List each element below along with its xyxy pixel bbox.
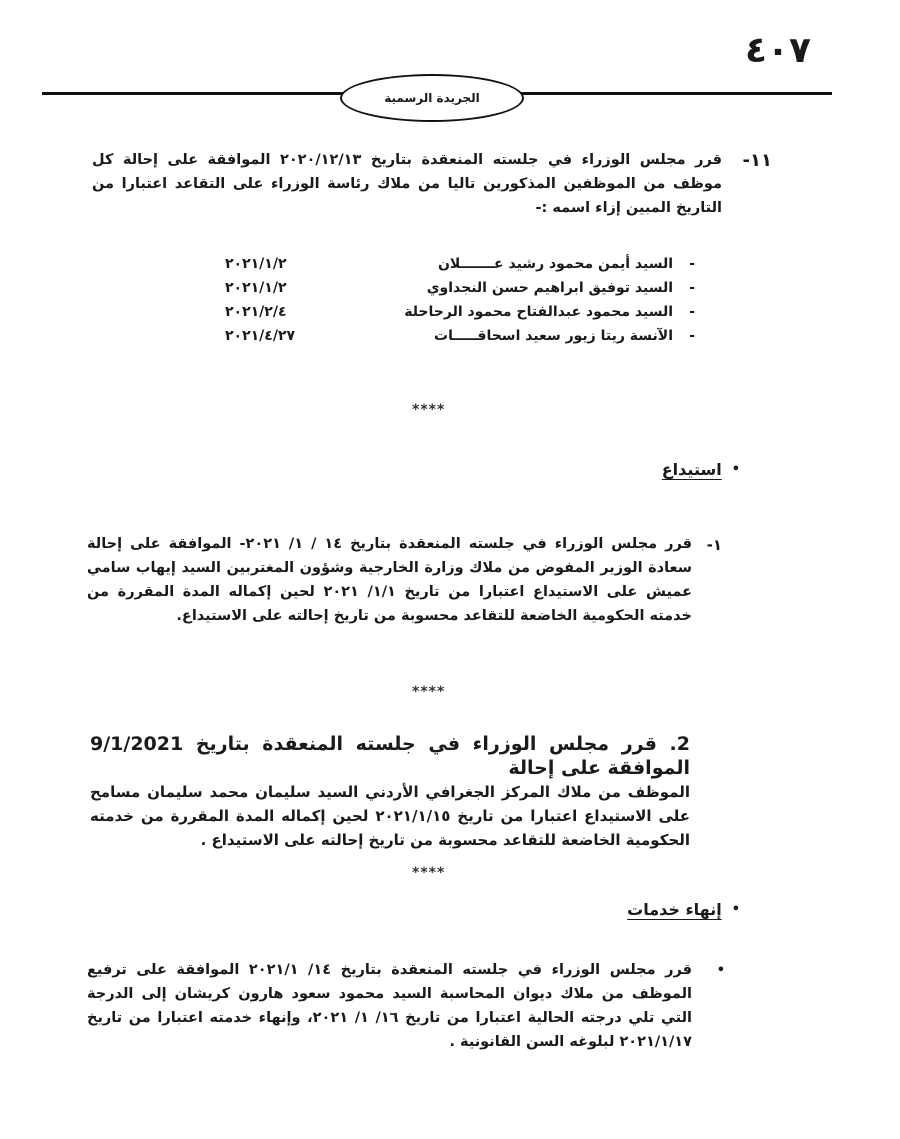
section-heading-termination [627,900,740,919]
retiree-name: السيد محمود عبدالفتاح محمود الرحاحلة [404,304,673,320]
list-dash: - [689,328,695,344]
retiree-name: السيد توفيق ابراهيم حسن النجداوي [426,280,673,296]
retirement-date: ٢٠٢١/٤/٢٧ [225,328,296,344]
section-title: إنهاء خدمات [627,900,722,919]
item-11-text: قرر مجلس الوزراء في جلسته المنعقدة بتاريخ ٢٠٢٠/١٢/١٣ الموافقة على إحالة كل موظف من الموظفين المذكورين تاليا من ملاك رئاسة الوزراء على التقاعد اعتبارا من التاريخ المبين إزاء اسمه :- [92,152,722,216]
retirement-date: ٢٠٢١/١/٢ [225,256,287,272]
retiree-name: الآنسة ريتا زيور سعيد اسحاقـــــات [434,328,673,344]
list-item [225,304,695,328]
recall-item-1-text: قرر مجلس الوزراء في جلسته المنعقدة بتاريخ ١٤ / ١/ ٢٠٢١- الموافقة على إحالة سعادة الوزير المفوض من ملاك وزارة الخارجية وشؤون المغتربين السيد إيهاب سامي عميش على الاستيداع اعتبارا من تاريخ ١/١/ ٢٠٢١ لحين إكماله المدة المقررة من خدمته الحكومية الخاضعة للتقاعد محسوبة من تاريخ إحالته على الاستيداع. [87,536,692,624]
bullet-icon: • [716,963,725,978]
termination-item-text: قرر مجلس الوزراء في جلسته المنعقدة بتاريخ ١٤/ ٢٠٢١/١ الموافقة على ترفيع الموظف من ملاك ديوان المحاسبة السيد محمود سعود هارون كريشان إلى الدرجة التي تلي درجته الحالية اعتبارا من تاريخ ١٦/ ١/ ٢٠٢١، وإنهاء خدمته اعتبارا من تاريخ ٢٠٢١/١/١٧ لبلوغه السن القانونية . [87,962,692,1050]
section-title: استيداع [661,460,722,479]
section-heading-recall [662,460,740,479]
retiree-list [225,256,695,356]
retiree-name: السيد أيمن محمود رشيد عـــــــلان [437,256,673,272]
item-number: ١١- [742,150,772,171]
recall-item-2-lead: 2. قرر مجلس الوزراء في جلسته المنعقدة بتاريخ 9/1/2021 الموافقة على إحالة [90,733,690,779]
recall-item-2-text: الموظف من ملاك المركز الجغرافي الأردني السيد سليمان محمد سليمان مسامح على الاستيداع اعتبارا من تاريخ ٢٠٢١/١/١٥ لحين إكماله المدة المقررة من خدمته الحكومية الخاضعة للتقاعد محسوبة من تاريخ إحالته على الاستيداع . [90,783,690,849]
list-dash: - [689,280,695,296]
retirement-date: ٢٠٢١/٢/٤ [225,304,287,320]
list-dash: - [689,304,695,320]
list-item [225,256,695,280]
recall-item-2 [90,732,690,852]
page-number: ٤٠٧ [745,30,811,71]
retirement-date: ٢٠٢١/١/٢ [225,280,287,296]
bullet-icon: • [731,462,740,477]
separator: **** [412,402,446,418]
gazette-title: الجريدة الرسمية [340,74,524,122]
item-number: ١- [706,536,722,554]
list-dash: - [689,256,695,272]
separator: **** [412,684,446,700]
separator: **** [412,865,446,881]
bullet-icon: • [731,902,740,917]
list-item [225,328,695,352]
list-item [225,280,695,304]
